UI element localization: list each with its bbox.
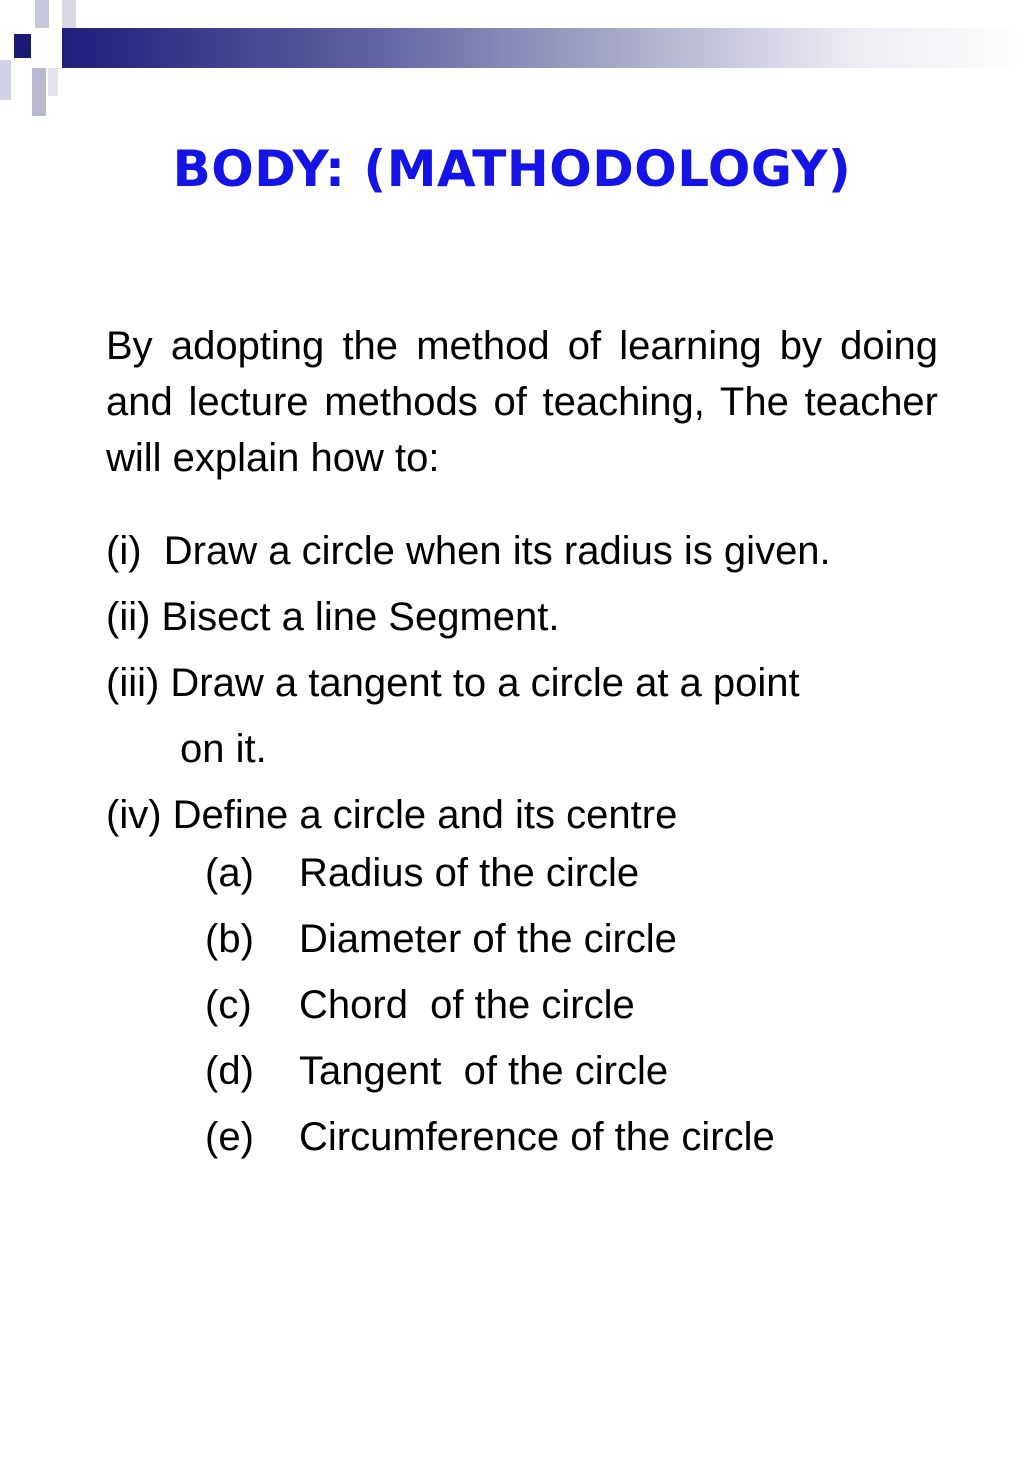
intro-paragraph: By adopting the method of learning by doing and lecture methods of teaching, The teacher will explain how to: (106, 324, 938, 480)
sublist-marker: (e) (205, 1115, 254, 1159)
sublist-marker: (a) (205, 851, 254, 895)
decor-square (14, 34, 31, 58)
slide-title: BODY: (MATHODOLOGY) (172, 140, 852, 198)
list-item: (iv) Define a circle and its centre (106, 793, 678, 837)
list-item: (i) Draw a circle when its radius is given. (106, 529, 831, 573)
header-decoration (0, 0, 1024, 120)
decor-square (32, 68, 46, 116)
decor-square (35, 28, 49, 68)
decor-square (62, 0, 76, 28)
decor-square (0, 60, 11, 100)
list-item-continuation: on it. (180, 727, 267, 771)
definitions-sublist (205, 840, 965, 1170)
objectives-list (106, 518, 966, 848)
decor-square (35, 0, 49, 28)
sublist-marker: (b) (205, 917, 254, 961)
sublist-text: Chord of the circle (299, 983, 635, 1027)
header-gradient-bar (62, 28, 1024, 68)
sublist-item (205, 1104, 965, 1170)
decor-square (48, 68, 58, 96)
list-item: (ii) Bisect a line Segment. (106, 595, 560, 639)
sublist-item (205, 840, 965, 906)
sublist-text: Circumference of the circle (299, 1115, 775, 1159)
sublist-text: Diameter of the circle (299, 917, 677, 961)
sublist-marker: (d) (205, 1049, 254, 1093)
list-item: (iii) Draw a tangent to a circle at a point (106, 661, 800, 705)
sublist-text: Radius of the circle (299, 851, 640, 895)
sublist-item (205, 1038, 965, 1104)
sublist-text: Tangent of the circle (299, 1049, 669, 1093)
sublist-item (205, 972, 965, 1038)
sublist-item (205, 906, 965, 972)
sublist-marker: (c) (205, 983, 252, 1027)
